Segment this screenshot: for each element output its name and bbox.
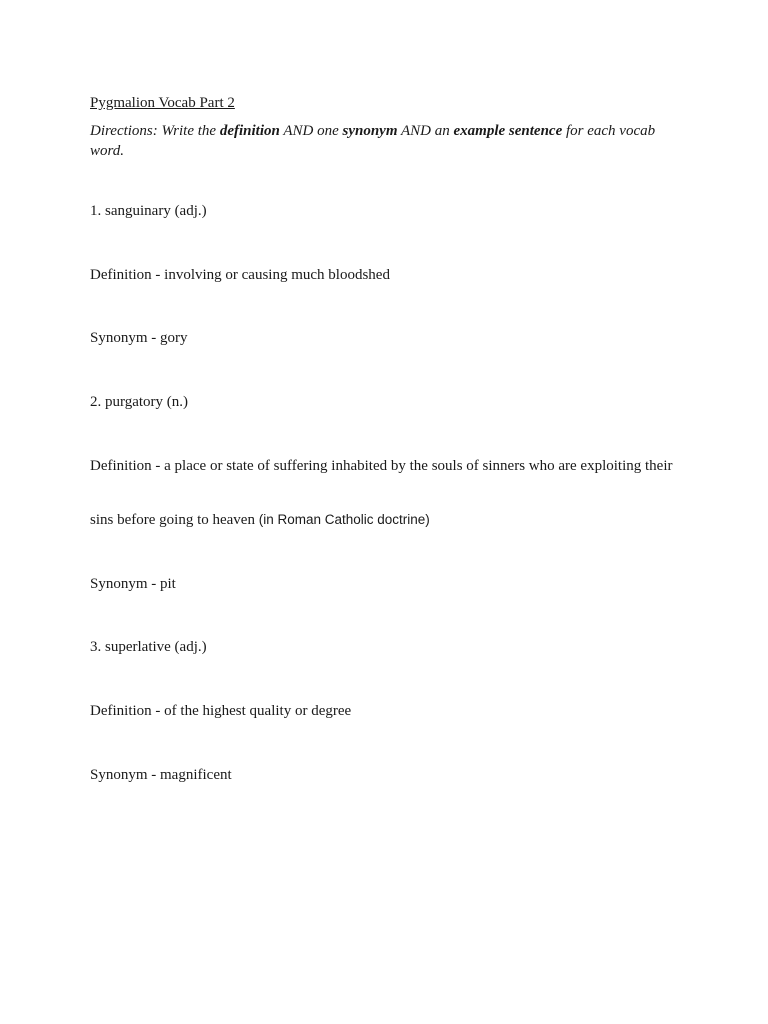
entry-3-heading: 3. superlative (adj.) [90, 639, 207, 655]
entry-2-heading: 2. purgatory (n.) [90, 394, 189, 410]
entry-3-definition: Definition - of the highest quality or degree [90, 703, 352, 719]
directions-bold-definition: definition [219, 123, 280, 139]
entry-3-synonym: Synonym - magnificent [90, 767, 232, 783]
document-title: Pygmalion Vocab Part 2 [90, 95, 235, 111]
directions-mid-1: AND one [279, 123, 343, 139]
directions-bold-example: example sentence [453, 123, 563, 139]
entry-2-definition-line-1: Definition - a place or state of suffering inhabited by the souls of sinners who are exploiting their [90, 458, 673, 474]
directions-suffix: for each vocab word. [90, 123, 656, 159]
entry-1-synonym: Synonym - gory [90, 330, 188, 346]
entry-2-synonym: Synonym - pit [90, 576, 176, 592]
directions-prefix: Directions: Write the [90, 123, 220, 139]
entry-2-definition-line-2 [90, 510, 430, 530]
entry-2-definition-note: (in Roman Catholic doctrine) [258, 512, 430, 527]
entry-1-heading: 1. sanguinary (adj.) [90, 203, 207, 219]
directions-mid-2: AND an [397, 123, 454, 139]
directions-text [90, 121, 680, 161]
entry-2-definition-text: sins before going to heaven [90, 512, 259, 528]
entry-1-definition: Definition - involving or causing much bloodshed [90, 267, 390, 283]
directions-bold-synonym: synonym [342, 123, 398, 139]
